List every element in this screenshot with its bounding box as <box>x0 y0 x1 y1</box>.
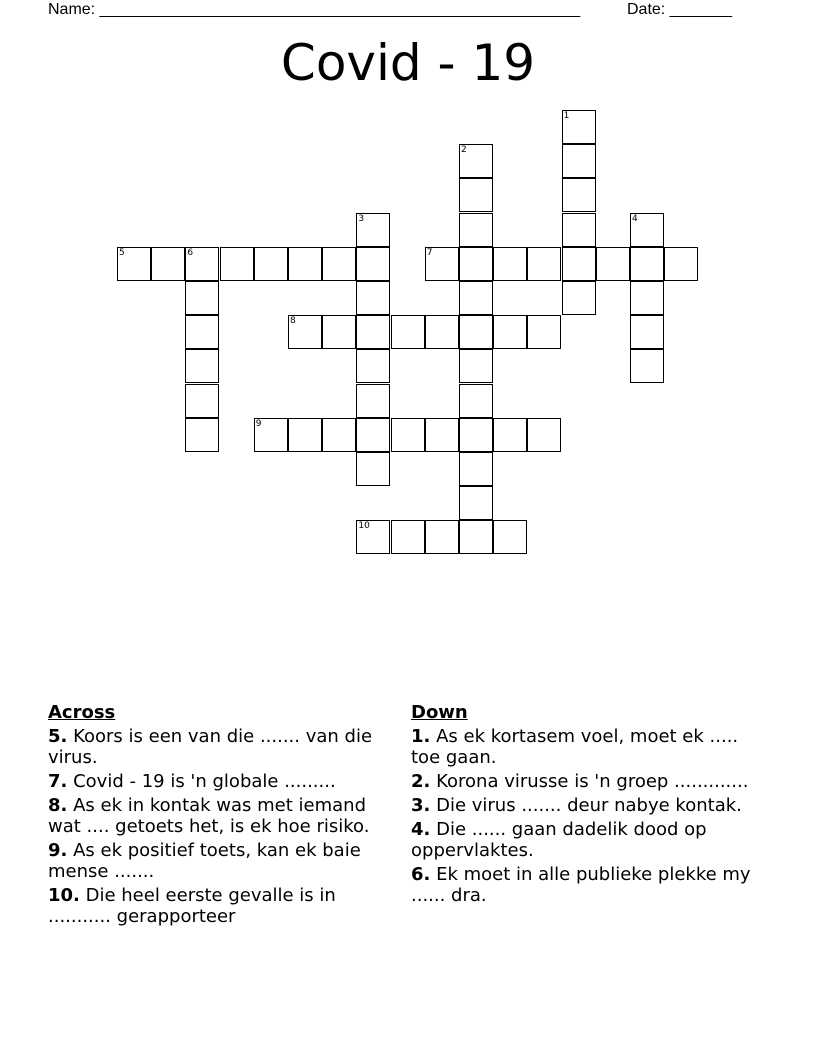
name-field: Name: ______________________________________________________ <box>48 1 581 18</box>
clue-number: 4. <box>411 819 431 840</box>
grid-cell[interactable] <box>493 418 527 452</box>
clue-text: As ek positief toets, kan ek baie mense ....... <box>48 840 361 882</box>
grid-cell[interactable] <box>459 144 493 178</box>
grid-cell[interactable] <box>562 144 596 178</box>
cell-number: 4 <box>632 213 638 224</box>
grid-cell[interactable] <box>664 247 698 281</box>
grid-cell[interactable] <box>493 247 527 281</box>
clue-across-8 <box>48 795 403 837</box>
grid-cell[interactable] <box>117 247 151 281</box>
puzzle-title: Covid - 19 <box>280 34 536 92</box>
clue-text: Koors is een van die ....... van die virus. <box>48 726 373 768</box>
clue-across-7 <box>48 771 403 792</box>
grid-cell[interactable] <box>356 384 390 418</box>
down-clues <box>411 702 756 906</box>
grid-cell[interactable] <box>562 213 596 247</box>
clue-number: 6. <box>411 864 431 885</box>
clue-number: 10. <box>48 885 80 906</box>
grid-cell[interactable] <box>459 418 493 452</box>
grid-cell[interactable] <box>254 418 288 452</box>
grid-cell[interactable] <box>356 520 390 554</box>
grid-cell[interactable] <box>630 315 664 349</box>
grid-cell[interactable] <box>185 418 219 452</box>
clue-number: 9. <box>48 840 68 861</box>
clue-down-4 <box>411 819 756 861</box>
clue-number: 8. <box>48 795 68 816</box>
clue-text: As ek kortasem voel, moet ek ..... toe gaan. <box>411 726 739 768</box>
grid-cell[interactable] <box>356 247 390 281</box>
cell-number: 7 <box>426 247 433 258</box>
clue-down-2 <box>411 771 756 792</box>
grid-cell[interactable] <box>185 247 219 281</box>
cell-number: 2 <box>461 145 467 156</box>
grid-cell[interactable] <box>527 418 561 452</box>
cell-number: 6 <box>187 247 194 258</box>
grid-cell[interactable] <box>562 281 596 315</box>
grid-cell[interactable] <box>459 349 493 383</box>
clue-text: Die ...... gaan dadelik dood op oppervlaktes. <box>411 819 707 861</box>
grid-cell[interactable] <box>322 315 356 349</box>
grid-cell[interactable] <box>630 213 664 247</box>
clue-down-3 <box>411 795 756 816</box>
grid-cell[interactable] <box>459 452 493 486</box>
cell-number: 1 <box>563 111 570 121</box>
grid-cell[interactable] <box>185 384 219 418</box>
grid-cell[interactable] <box>459 486 493 520</box>
grid-cell[interactable] <box>630 247 664 281</box>
grid-cell[interactable] <box>562 110 596 144</box>
grid-cell[interactable] <box>459 520 493 554</box>
grid-cell[interactable] <box>459 384 493 418</box>
date-field: Date: _______ <box>627 1 732 18</box>
grid-cell[interactable] <box>185 281 219 315</box>
grid-cell[interactable] <box>493 520 527 554</box>
cell-number: 3 <box>358 213 365 224</box>
clue-text: As ek in kontak was met iemand wat .... getoets het, is ek hoe risiko. <box>48 795 370 837</box>
clue-text: Korona virusse is 'n groep ............. <box>430 771 749 792</box>
grid-cell[interactable] <box>220 247 254 281</box>
grid-cell[interactable] <box>391 418 425 452</box>
grid-cell[interactable] <box>493 315 527 349</box>
cell-number: 10 <box>358 521 370 532</box>
clue-number: 7. <box>48 771 68 792</box>
grid-cell[interactable] <box>562 247 596 281</box>
grid-cell[interactable] <box>527 247 561 281</box>
grid-cell[interactable] <box>356 418 390 452</box>
grid-cell[interactable] <box>425 315 459 349</box>
clue-across-10 <box>48 885 403 927</box>
down-heading: Down <box>411 702 468 723</box>
grid-cell[interactable] <box>562 178 596 212</box>
grid-cell[interactable] <box>527 315 561 349</box>
clue-text: Covid - 19 is 'n globale ......... <box>67 771 336 792</box>
grid-cell[interactable] <box>288 418 322 452</box>
grid-cell[interactable] <box>254 247 288 281</box>
grid-cell[interactable] <box>459 213 493 247</box>
grid-cell[interactable] <box>185 349 219 383</box>
grid-cell[interactable] <box>391 520 425 554</box>
across-clues <box>48 702 403 927</box>
grid-cell[interactable] <box>630 349 664 383</box>
clue-number: 3. <box>411 795 431 816</box>
grid-cell[interactable] <box>459 247 493 281</box>
grid-cell[interactable] <box>151 247 185 281</box>
cell-number: 8 <box>290 316 296 327</box>
clue-number: 2. <box>411 771 431 792</box>
clue-across-9 <box>48 840 403 882</box>
clue-number: 1. <box>411 726 431 747</box>
grid-cell[interactable] <box>185 315 219 349</box>
clue-down-1 <box>411 726 756 768</box>
grid-cell[interactable] <box>356 349 390 383</box>
grid-cell[interactable] <box>425 520 459 554</box>
grid-cell[interactable] <box>391 315 425 349</box>
grid-cell[interactable] <box>356 213 390 247</box>
grid-cell[interactable] <box>459 178 493 212</box>
cell-number: 9 <box>255 418 262 429</box>
clue-down-6 <box>411 864 756 906</box>
clue-text: Die virus ....... deur nabye kontak. <box>430 795 742 816</box>
grid-cell[interactable] <box>630 281 664 315</box>
cell-number: 5 <box>119 247 125 258</box>
clue-text: Ek moet in alle publieke plekke my ...... dra. <box>411 864 751 906</box>
grid-cell[interactable] <box>322 418 356 452</box>
grid-cell[interactable] <box>459 315 493 349</box>
grid-cell[interactable] <box>288 247 322 281</box>
grid-cell[interactable] <box>459 281 493 315</box>
grid-cell[interactable] <box>322 247 356 281</box>
grid-cell[interactable] <box>288 315 322 349</box>
grid-cell[interactable] <box>425 418 459 452</box>
across-heading: Across <box>48 702 116 723</box>
clue-number: 5. <box>48 726 68 747</box>
grid-cell[interactable] <box>356 452 390 486</box>
grid-cell[interactable] <box>356 315 390 349</box>
grid-cell[interactable] <box>425 247 459 281</box>
grid-cell[interactable] <box>356 281 390 315</box>
clue-across-5 <box>48 726 403 768</box>
clue-text: Die heel eerste gevalle is in ........... gerapporteer <box>48 885 336 927</box>
grid-cell[interactable] <box>596 247 630 281</box>
